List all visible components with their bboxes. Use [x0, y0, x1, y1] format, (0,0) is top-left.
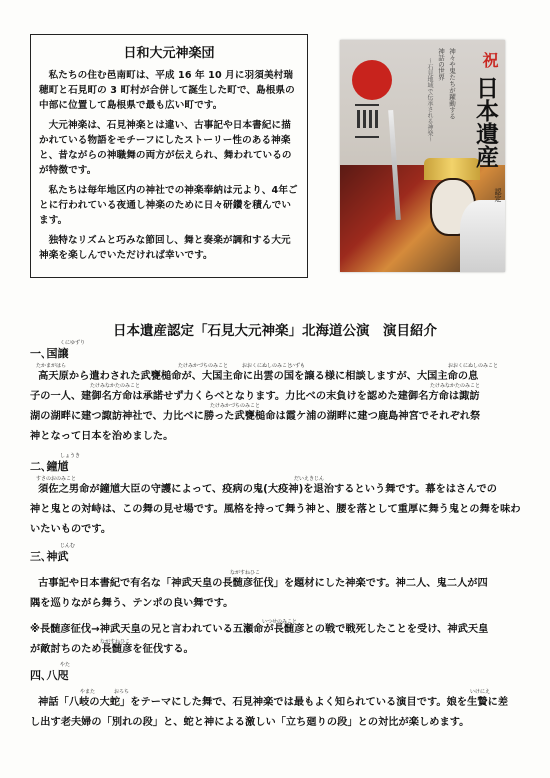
ruby-text: おおくにぬしのみこと [448, 363, 499, 369]
section-heading [30, 662, 522, 683]
body-line: いたいものです。 [30, 524, 112, 535]
intro-paragraph: 私たちは毎年地区内の神社での神楽奉納は元より、4年ごとに行われている夜通し神楽のために日々研鑽を積んでいます。 [39, 185, 298, 226]
body-line: 神と鬼との対峙は、この舞の見せ場です。風格を持って舞う神と、腰を落として重厚に舞う鬼との舞を味わ [30, 504, 521, 515]
ruby-text: たけみかづちのみこと [210, 403, 261, 409]
ruby-text: やた [60, 662, 71, 668]
body-line: 古事記や日本書紀で有名な「神武天皇の長髄彦征伐」を題材にした神楽です。神二人、鬼二人が四 [38, 578, 488, 589]
program-section-shoki [30, 453, 522, 540]
ruby-text: だいえきじん [294, 476, 325, 482]
ruby-text: やまた [80, 689, 96, 695]
red-sun-emblem [352, 60, 392, 100]
ruby-text: ながすねひこ [100, 639, 131, 645]
ruby-text: いけにえ [470, 689, 491, 695]
body-line: 隅を巡りながら舞う、テンポの良い舞です。 [30, 598, 234, 609]
intro-title: 日和大元神楽団 [123, 46, 215, 61]
ruby-text: おおくにぬしのみこと [242, 363, 293, 369]
ruby-text: いずも [290, 363, 306, 369]
body-line: 高天原から遣わされた武甕槌命が、大国主命に出雲の国を譲る様に相談しますが、大国主命の息 [38, 371, 479, 382]
program-section-yata [30, 662, 522, 733]
ruby-text: くにゆずり [60, 340, 86, 346]
poster-subtagline: ～石見地域で伝承される神楽～ [426, 58, 433, 142]
poster-tagline: 神々や鬼たちが躍動する [448, 48, 456, 120]
intro-paragraph: 私たちの住む邑南町は、平成 16 年 10 月に羽須美村瑞穂町と石見町の 3 町村が合併して誕生した町で、島根県の中部に位置して島根県で最も広い町です。 [39, 70, 295, 111]
ruby-text: じんむ [60, 543, 76, 549]
intro-paragraph: 大元神楽は、石見神楽とは違い、古事記や日本書紀に描かれている物語をモチーフにしたストーリー性のある神楽と、昔ながらの神職舞の両方が伝えられ、舞われているのが特徴です。 [39, 120, 292, 176]
body-line: 須佐之男命が鐘馗大臣の守護によって、疫病の鬼(大疫神)を退治するという舞です。幕をはさんでの [38, 484, 497, 495]
body-line: 湖の湖畔に建つ諏訪神社で、力比べに勝った武甕槌命は霞ケ浦の湖畔に建つ鹿島神宮でそれぞれ祭 [30, 411, 481, 422]
section-heading-text: 四､八咫 [30, 669, 69, 682]
program-section-kuniyuzuri [30, 340, 522, 447]
ruby-text: しょうき [60, 453, 81, 459]
body-line: 神話「八岐の大蛇」をテーマにした舞で、石見神楽では最もよく知られている演目です。娘を生贄に差 [38, 697, 509, 708]
body-line: し出す老夫婦の「別れの段」と、蛇と神による激しい「立ち廻りの段」との対比が楽しめます。 [30, 717, 470, 728]
ruby-text: ながすねひこ [230, 570, 261, 576]
intro-box [30, 34, 308, 278]
ruby-text: すさのおのみこと [36, 476, 77, 482]
heritage-logo-icon [355, 104, 379, 138]
ruby-text: たけみかづちのみこと [178, 363, 229, 369]
ruby-text: たけみなかたのみこと [430, 383, 481, 389]
poster-nintei: 認定 [494, 188, 502, 202]
section-heading-text: 一､国譲 [30, 347, 69, 360]
body-line: 子の一人、建御名方命は承諾せず力くらべとなります。力比べの末負けを認めた建御名方命は諏訪 [30, 391, 480, 402]
ruby-text: たかまがはら [36, 363, 67, 369]
heritage-poster-image [340, 40, 505, 272]
poster-main-title: 日本遺産 [472, 76, 499, 168]
ruby-text: おろち [114, 689, 130, 695]
section-heading [30, 453, 522, 474]
ruby-text: たけみなかたのみこと [90, 383, 141, 389]
white-hair-shape [460, 200, 505, 272]
section-heading [30, 543, 522, 564]
section-heading [30, 340, 522, 361]
program-title: 日本遺産認定「石見大元神楽」北海道公演 演目紹介 [113, 323, 437, 339]
intro-paragraph: 独特なリズムと巧みな節回し、舞と奏楽が調和する大元神楽を楽しんでいただければ幸いです。 [39, 235, 291, 261]
poster-tagline: 神話の世界 [437, 48, 445, 81]
body-line: 神となって日本を治めました。 [30, 431, 174, 442]
body-line: ※長髄彦征伐→神武天皇の兄と言われている五瀬命が長髄彦との戦で戦死したことを受け、神武天皇 [30, 624, 489, 635]
ruby-text: いつせのみこと [262, 619, 298, 625]
poster-shuku: 祝 [480, 52, 499, 68]
program-section-jinmu [30, 543, 522, 660]
section-heading-text: 二､鐘馗 [30, 460, 69, 473]
body-line: が敵討ちのため長髄彦を征伐する。 [30, 644, 194, 655]
section-heading-text: 三､神武 [30, 550, 69, 563]
